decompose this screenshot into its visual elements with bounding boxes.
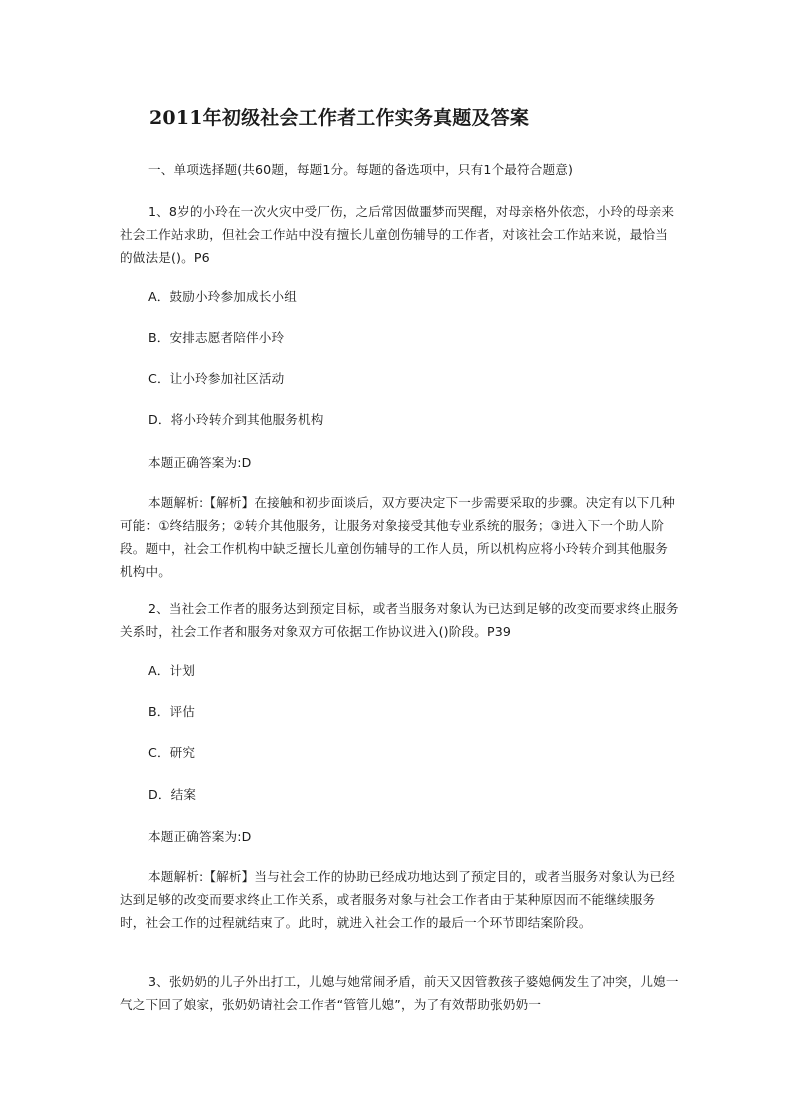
question-2-option-a: A．计划 [148, 663, 195, 678]
question-2-option-b: B．评估 [148, 704, 196, 719]
question-2-answer: 本题正确答案为:D [148, 829, 252, 844]
question-3-stem: 3、张奶奶的儿子外出打工，儿媳与她常闹矛盾，前天又因管教孩子婆媳俩发生了冲突，儿媳一气之下回了娘家，张奶奶请社会工作者“管管儿媳”，为了有效帮助张奶奶一 [120, 974, 679, 1012]
question-2-option-c: C．研究 [148, 745, 196, 760]
question-2-stem: 2、当社会工作者的服务达到预定目标，或者当服务对象认为已达到足够的改变而要求终止服务关系时，社会工作者和服务对象双方可依据工作协议进入()阶段。P39 [120, 601, 679, 639]
question-1-stem: 1、8岁的小玲在一次火灾中受厂伤，之后常因做噩梦而哭醒，对母亲格外依恋，小玲的母亲来社会工作站求助，但社会工作站中没有擅长儿童创伤辅导的工作者，对该社会工作站来说，最恰当的做法是()。P6 [120, 204, 675, 265]
question-2-option-d: D．结案 [148, 787, 197, 802]
question-2-analysis: 本题解析:【解析】当与社会工作的协助已经成功地达到了预定目的，或者当服务对象认为已经达到足够的改变而要求终止工作关系，或者服务对象与社会工作者由于某种原因而不能继续服务时，社会工作的过程就结束了。此时，就进入社会工作的最后一个环节即结案阶段。 [120, 869, 675, 930]
question-1-option-d: D．将小玲转介到其他服务机构 [148, 412, 324, 427]
section-heading: 一、单项选择题(共60题，每题1分。每题的备选项中，只有1个最符合题意) [148, 162, 574, 177]
question-1-analysis: 本题解析:【解析】在接触和初步面谈后，双方要决定下一步需要采取的步骤。决定有以下几种可能：①终结服务；②转介其他服务，让服务对象接受其他专业系统的服务；③进入下一个助人阶段。题中，社会工作机构中缺乏擅长儿童创伤辅导的工作人员，所以机构应将小玲转介到其他服务机构中。 [120, 495, 675, 579]
question-1-option-b: B．安排志愿者陪伴小玲 [148, 330, 285, 345]
question-1-option-c: C．让小玲参加社区活动 [148, 371, 285, 386]
question-1-option-a: A．鼓励小玲参加成长小组 [148, 289, 297, 304]
document-title: 2011年初级社会工作者工作实务真题及答案 [149, 107, 530, 129]
question-1-answer: 本题正确答案为:D [148, 455, 252, 470]
